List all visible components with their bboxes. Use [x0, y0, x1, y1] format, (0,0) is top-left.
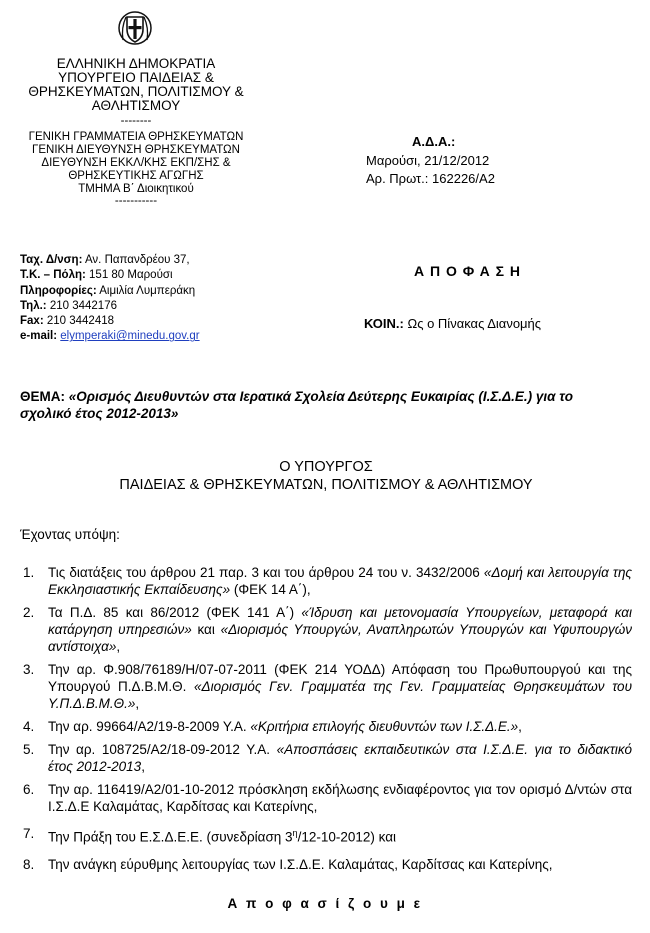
sub-header-line-2: ΓΕΝΙΚΗ ΔΙΕΥΘΥΝΣΗ ΘΡΗΣΚΕΥΜΑΤΩΝ: [32, 144, 240, 156]
header-line-2: ΥΠΟΥΡΓΕΙΟ ΠΑΙΔΕΙΑΣ &: [58, 70, 214, 85]
list-item: 6. Την αρ. 116419/Α2/01-10-2012 πρόσκληση εκδήλωσης ενδιαφέροντος για τον ορισμό Δ/ντών στα Ι.Σ.Δ.Ε Καλαμάτας, Καρδίτσας και Κατερίνης,: [23, 782, 632, 814]
list-item: 4. Την αρ. 99664/Α2/19-8-2009 Υ.Α. «Κριτήρια επιλογής διευθυντών των Ι.Σ.Δ.Ε.»,: [23, 719, 522, 734]
considerations-list: [20, 564, 632, 879]
sub-header-line-4: ΘΡΗΣΚΕΥΤΙΚΗΣ ΑΓΩΓΗΣ: [68, 170, 204, 182]
contact-fax: Fax: 210 3442418: [20, 315, 115, 328]
contact-email: e-mail: elymperaki@minedu.gov.gr: [20, 330, 200, 343]
sub-header-line-5: ΤΜΗΜΑ Β΄ Διοικητικού: [78, 183, 194, 195]
header-line-1: ΕΛΛΗΝΙΚΗ ΔΗΜΟΚΡΑΤΙΑ: [56, 56, 216, 71]
list-item: 1. Τις διατάξεις του άρθρου 21 παρ. 3 και του άρθρου 24 του ν. 3432/2006 «Δομή και λειτουργία της Εκκλησιαστικής Εκπαίδευσης» (ΦΕΚ 14 Α΄),: [23, 565, 633, 597]
minister-line-2: ΠΑΙΔΕΙΑΣ & ΘΡΗΣΚΕΥΜΑΤΩΝ, ΠΟΛΙΤΙΣΜΟΥ & ΑΘΛΗΤΙΣΜΟΥ: [119, 477, 533, 493]
list-item: 3. Την αρ. Φ.908/76189/Η/07-07-2011 (ΦΕΚ 214 ΥΟΔΔ) Απόφαση του Πρωθυπουργού και της Υπουργού Π.Δ.Β.Μ.Θ. «Διορισμός Γεν. Γραμματέα της Γεν. Γραμματείας Θρησκευμάτων του Υ.Π.Δ.Β.Μ.Θ.»,: [23, 662, 632, 711]
header-line-4: ΑΘΛΗΤΙΣΜΟΥ: [91, 98, 181, 113]
contact-block: [20, 253, 200, 345]
subject-line-2: [20, 406, 632, 422]
minister-line-1: Ο ΥΠΟΥΡΓΟΣ: [279, 459, 373, 475]
contact-info: Πληροφορίες: Αιμιλία Λυμπεράκη: [20, 284, 196, 297]
considering-label: Έχοντας υπόψη:: [20, 527, 120, 542]
koin-line: ΚΟΙΝ.: Ως ο Πίνακας Διανομής: [364, 316, 542, 331]
date-line: Μαρούσι, 21/12/2012: [366, 153, 490, 168]
sub-header-separator: -----------: [114, 195, 158, 207]
document-type: Α Π Ο Φ Α Σ Η: [414, 263, 522, 279]
contact-postal: Τ.Κ. – Πόλη: 151 80 Μαρούσι: [20, 269, 173, 282]
subject-line-1: [20, 389, 632, 405]
sub-header-line-1: ΓΕΝΙΚΗ ΓΡΑΜΜΑΤΕΙΑ ΘΡΗΣΚΕΥΜΑΤΩΝ: [28, 131, 244, 143]
protocol-line: Αρ. Πρωτ.: 162226/Α2: [366, 171, 495, 186]
contact-address: Ταχ. Δ/νση: Αν. Παπανδρέου 37,: [20, 254, 190, 266]
header-separator: --------: [120, 115, 152, 127]
greek-emblem-icon: [118, 10, 152, 46]
decision-heading: Α π ο φ α σ ί ζ ο υ μ ε: [227, 896, 423, 911]
list-item: 8. Την ανάγκη εύρυθμης λειτουργίας των Ι.Σ.Δ.Ε. Καλαμάτας, Καρδίτσας και Κατερίνης,: [23, 856, 553, 872]
ada-label: Α.Δ.Α.:: [412, 134, 456, 149]
subject-text-2: σχολικό έτος 2012-2013»: [20, 406, 179, 421]
contact-tel: Τηλ.: 210 3442176: [20, 299, 117, 312]
list-item: 5. Την αρ. 108725/Α2/18-09-2012 Υ.Α. «Αποσπάσεις εκπαιδευτικών στα Ι.Σ.Δ.Ε. για το διδακτικό έτος 2012-2013,: [23, 742, 632, 774]
subject-label: ΘΕΜΑ:: [20, 389, 65, 404]
list-item: 7. Την Πράξη του Ε.Σ.Δ.Ε.Ε. (συνεδρίαση $3^\eta/12-10-2012$) και: [23, 826, 397, 845]
subject-text-1: «Ορισμός Διευθυντών στα Ιερατικά Σχολεία Δεύτερης Ευκαιρίας (Ι.Σ.Δ.Ε.) για το: [68, 389, 574, 404]
email-link[interactable]: elymperaki@minedu.gov.gr: [60, 330, 200, 343]
sub-header-line-3: ΔΙΕΥΘΥΝΣΗ ΕΚΚΛ/ΚΗΣ ΕΚΠ/ΣΗΣ &: [41, 157, 231, 169]
list-item: 2. Τα Π.Δ. 85 και 86/2012 (ΦΕΚ 141 Α΄) «Ίδρυση και μετονομασία Υπουργείων, μεταφορά και κατάργηση υπηρεσιών» και «Διορισμός Υπουργών, Αναπληρωτών Υπουργών και Υφυπουργών αντίστοιχα»,: [23, 605, 633, 654]
header-line-3: ΘΡΗΣΚΕΥΜΑΤΩΝ, ΠΟΛΙΤΙΣΜΟΥ &: [28, 84, 244, 99]
